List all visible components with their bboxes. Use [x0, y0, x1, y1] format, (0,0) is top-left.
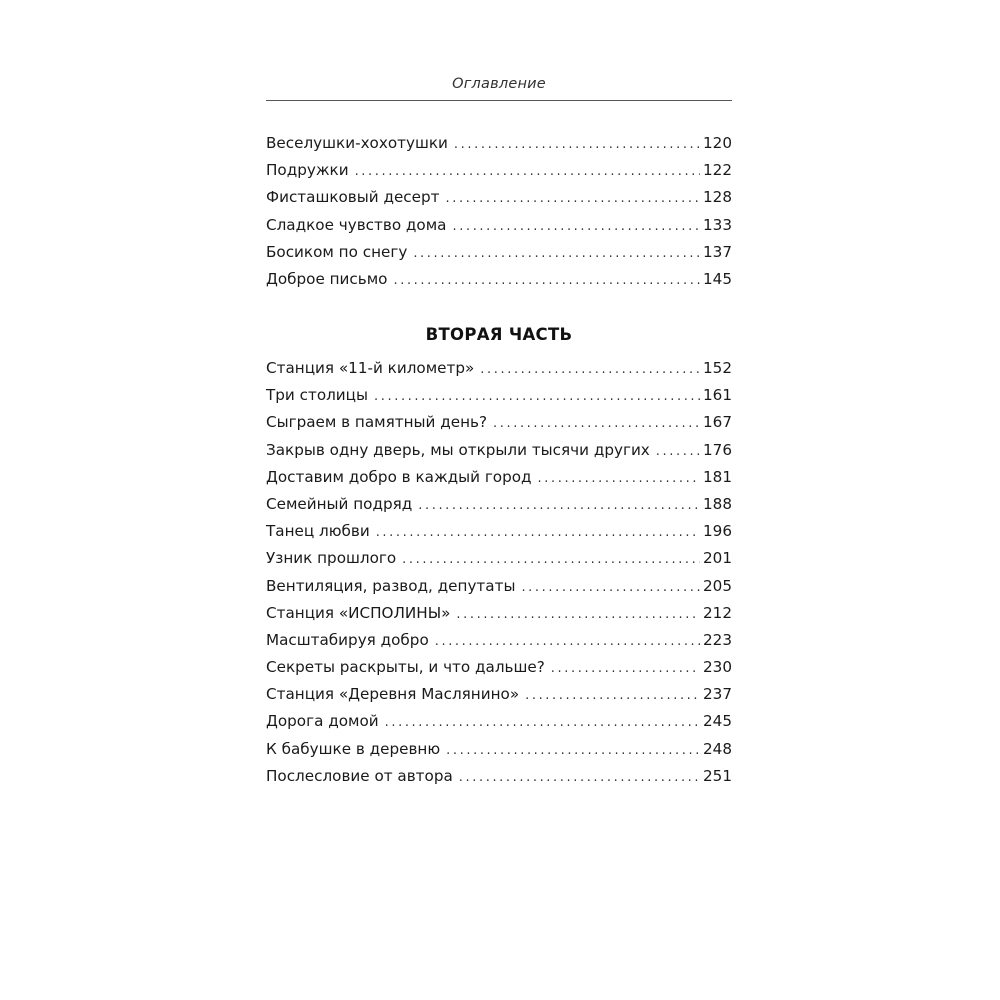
dot-leader: [453, 213, 701, 240]
toc-entry: [266, 184, 732, 211]
toc-entry: [266, 437, 732, 464]
toc-entry-page: 167: [703, 413, 732, 432]
toc-entry: [266, 130, 732, 157]
dot-leader: [493, 410, 700, 437]
toc-entry-page: 196: [703, 522, 732, 541]
toc-entry: [266, 382, 732, 409]
toc-entry-page: 248: [703, 739, 732, 758]
toc-entry: [266, 239, 732, 266]
toc-entry-title: Босиком по снегу: [266, 242, 408, 261]
book-page: [266, 0, 732, 1000]
toc-entry-page: 181: [703, 467, 732, 486]
toc-entry-page: 133: [703, 215, 732, 234]
dot-leader: [525, 682, 700, 709]
toc-entry-title: Станция «Деревня Маслянино»: [266, 685, 520, 704]
toc-entry-title: Послесловие от автора: [266, 766, 453, 785]
toc-entry-page: 161: [703, 386, 732, 405]
toc-entry-page: 152: [703, 359, 732, 377]
toc-entry-title: Сыграем в памятный день?: [266, 413, 488, 432]
dot-leader: [435, 628, 700, 655]
toc-entry: [266, 518, 732, 545]
toc-entry: [266, 681, 732, 708]
toc-entry-page: 176: [703, 440, 732, 459]
toc-entry-title: Доброе письмо: [266, 269, 388, 288]
toc-entry: [266, 157, 732, 184]
dot-leader: [538, 465, 700, 492]
toc-entry-page: 122: [703, 161, 732, 180]
toc-entry-title: Подружки: [266, 161, 349, 180]
toc-entry: [266, 491, 732, 518]
toc-entry-page: 120: [703, 134, 732, 152]
toc-entry-page: 223: [703, 630, 732, 649]
toc-entry: [266, 736, 732, 763]
dot-leader: [656, 438, 700, 465]
dot-leader: [445, 185, 700, 212]
part-two-heading: ВТОРАЯ ЧАСТЬ: [425, 325, 573, 344]
toc-entry: [266, 763, 732, 790]
toc-entry: [266, 212, 732, 239]
toc-entry: [266, 654, 732, 681]
toc-entry-title: Танец любви: [266, 522, 370, 541]
toc-entry-title: Узник прошлого: [266, 549, 397, 568]
dot-leader: [376, 519, 700, 546]
dot-leader: [480, 356, 700, 383]
toc-entry-title: Доставим добро в каждый город: [266, 467, 532, 486]
toc-entry-title: Закрыв одну дверь, мы открыли тысячи других: [266, 440, 650, 459]
toc-entry-title: Три столицы: [266, 386, 369, 405]
dot-leader: [393, 267, 700, 294]
toc-entry-page: 128: [703, 188, 732, 207]
header-rule: [266, 100, 732, 101]
toc-entry: [266, 545, 732, 572]
toc-entry: [266, 266, 732, 293]
dot-leader: [521, 574, 700, 601]
toc-entry-title: Сладкое чувство дома: [266, 215, 447, 234]
toc-entry-page: 251: [703, 766, 732, 785]
toc-entry-title: Вентиляция, развод, депутаты: [266, 576, 516, 595]
dot-leader: [418, 492, 700, 519]
toc-entry-title: Масштабируя добро: [266, 630, 429, 649]
toc-entry-page: 188: [703, 494, 732, 513]
toc-entry-title: Секреты раскрыты, и что дальше?: [266, 658, 545, 677]
dot-leader: [413, 240, 700, 267]
toc-entry-title: Фисташковый десерт: [266, 188, 440, 207]
toc-entry: [266, 464, 732, 491]
toc-entry: [266, 573, 732, 600]
toc-entry-title: К бабушке в деревню: [266, 739, 441, 758]
toc-entry-page: 237: [703, 685, 732, 704]
dot-leader: [402, 546, 700, 573]
toc-entry: [266, 355, 732, 382]
dot-leader: [456, 601, 700, 628]
dot-leader: [551, 655, 700, 682]
toc-entry-title: Дорога домой: [266, 712, 379, 731]
toc-entry: [266, 708, 732, 735]
dot-leader: [459, 764, 700, 791]
toc-entry-title: Станция «11-й километр»: [266, 359, 475, 377]
toc-entry-page: 137: [703, 242, 732, 261]
toc-entry-title: Станция «ИСПОЛИНЫ»: [266, 603, 451, 622]
toc-entry-title: Семейный подряд: [266, 494, 413, 513]
toc-entry-page: 212: [703, 603, 732, 622]
toc-entry: [266, 600, 732, 627]
toc-entry-page: 230: [703, 658, 732, 677]
toc-entry-page: 245: [703, 712, 732, 731]
toc-entry-page: 205: [703, 576, 732, 595]
dot-leader: [446, 737, 700, 764]
toc-entry: [266, 627, 732, 654]
toc-part2-list: [266, 355, 732, 790]
toc-entry-page: 145: [703, 269, 732, 288]
toc-part1-list: [266, 130, 732, 293]
dot-leader: [385, 709, 700, 736]
dot-leader: [355, 158, 700, 185]
dot-leader: [374, 383, 700, 410]
toc-entry-title: Веселушки-хохотушки: [266, 134, 448, 152]
toc-entry-page: 201: [703, 549, 732, 568]
toc-entry: [266, 409, 732, 436]
dot-leader: [454, 131, 700, 158]
running-head: Оглавление: [452, 76, 546, 92]
